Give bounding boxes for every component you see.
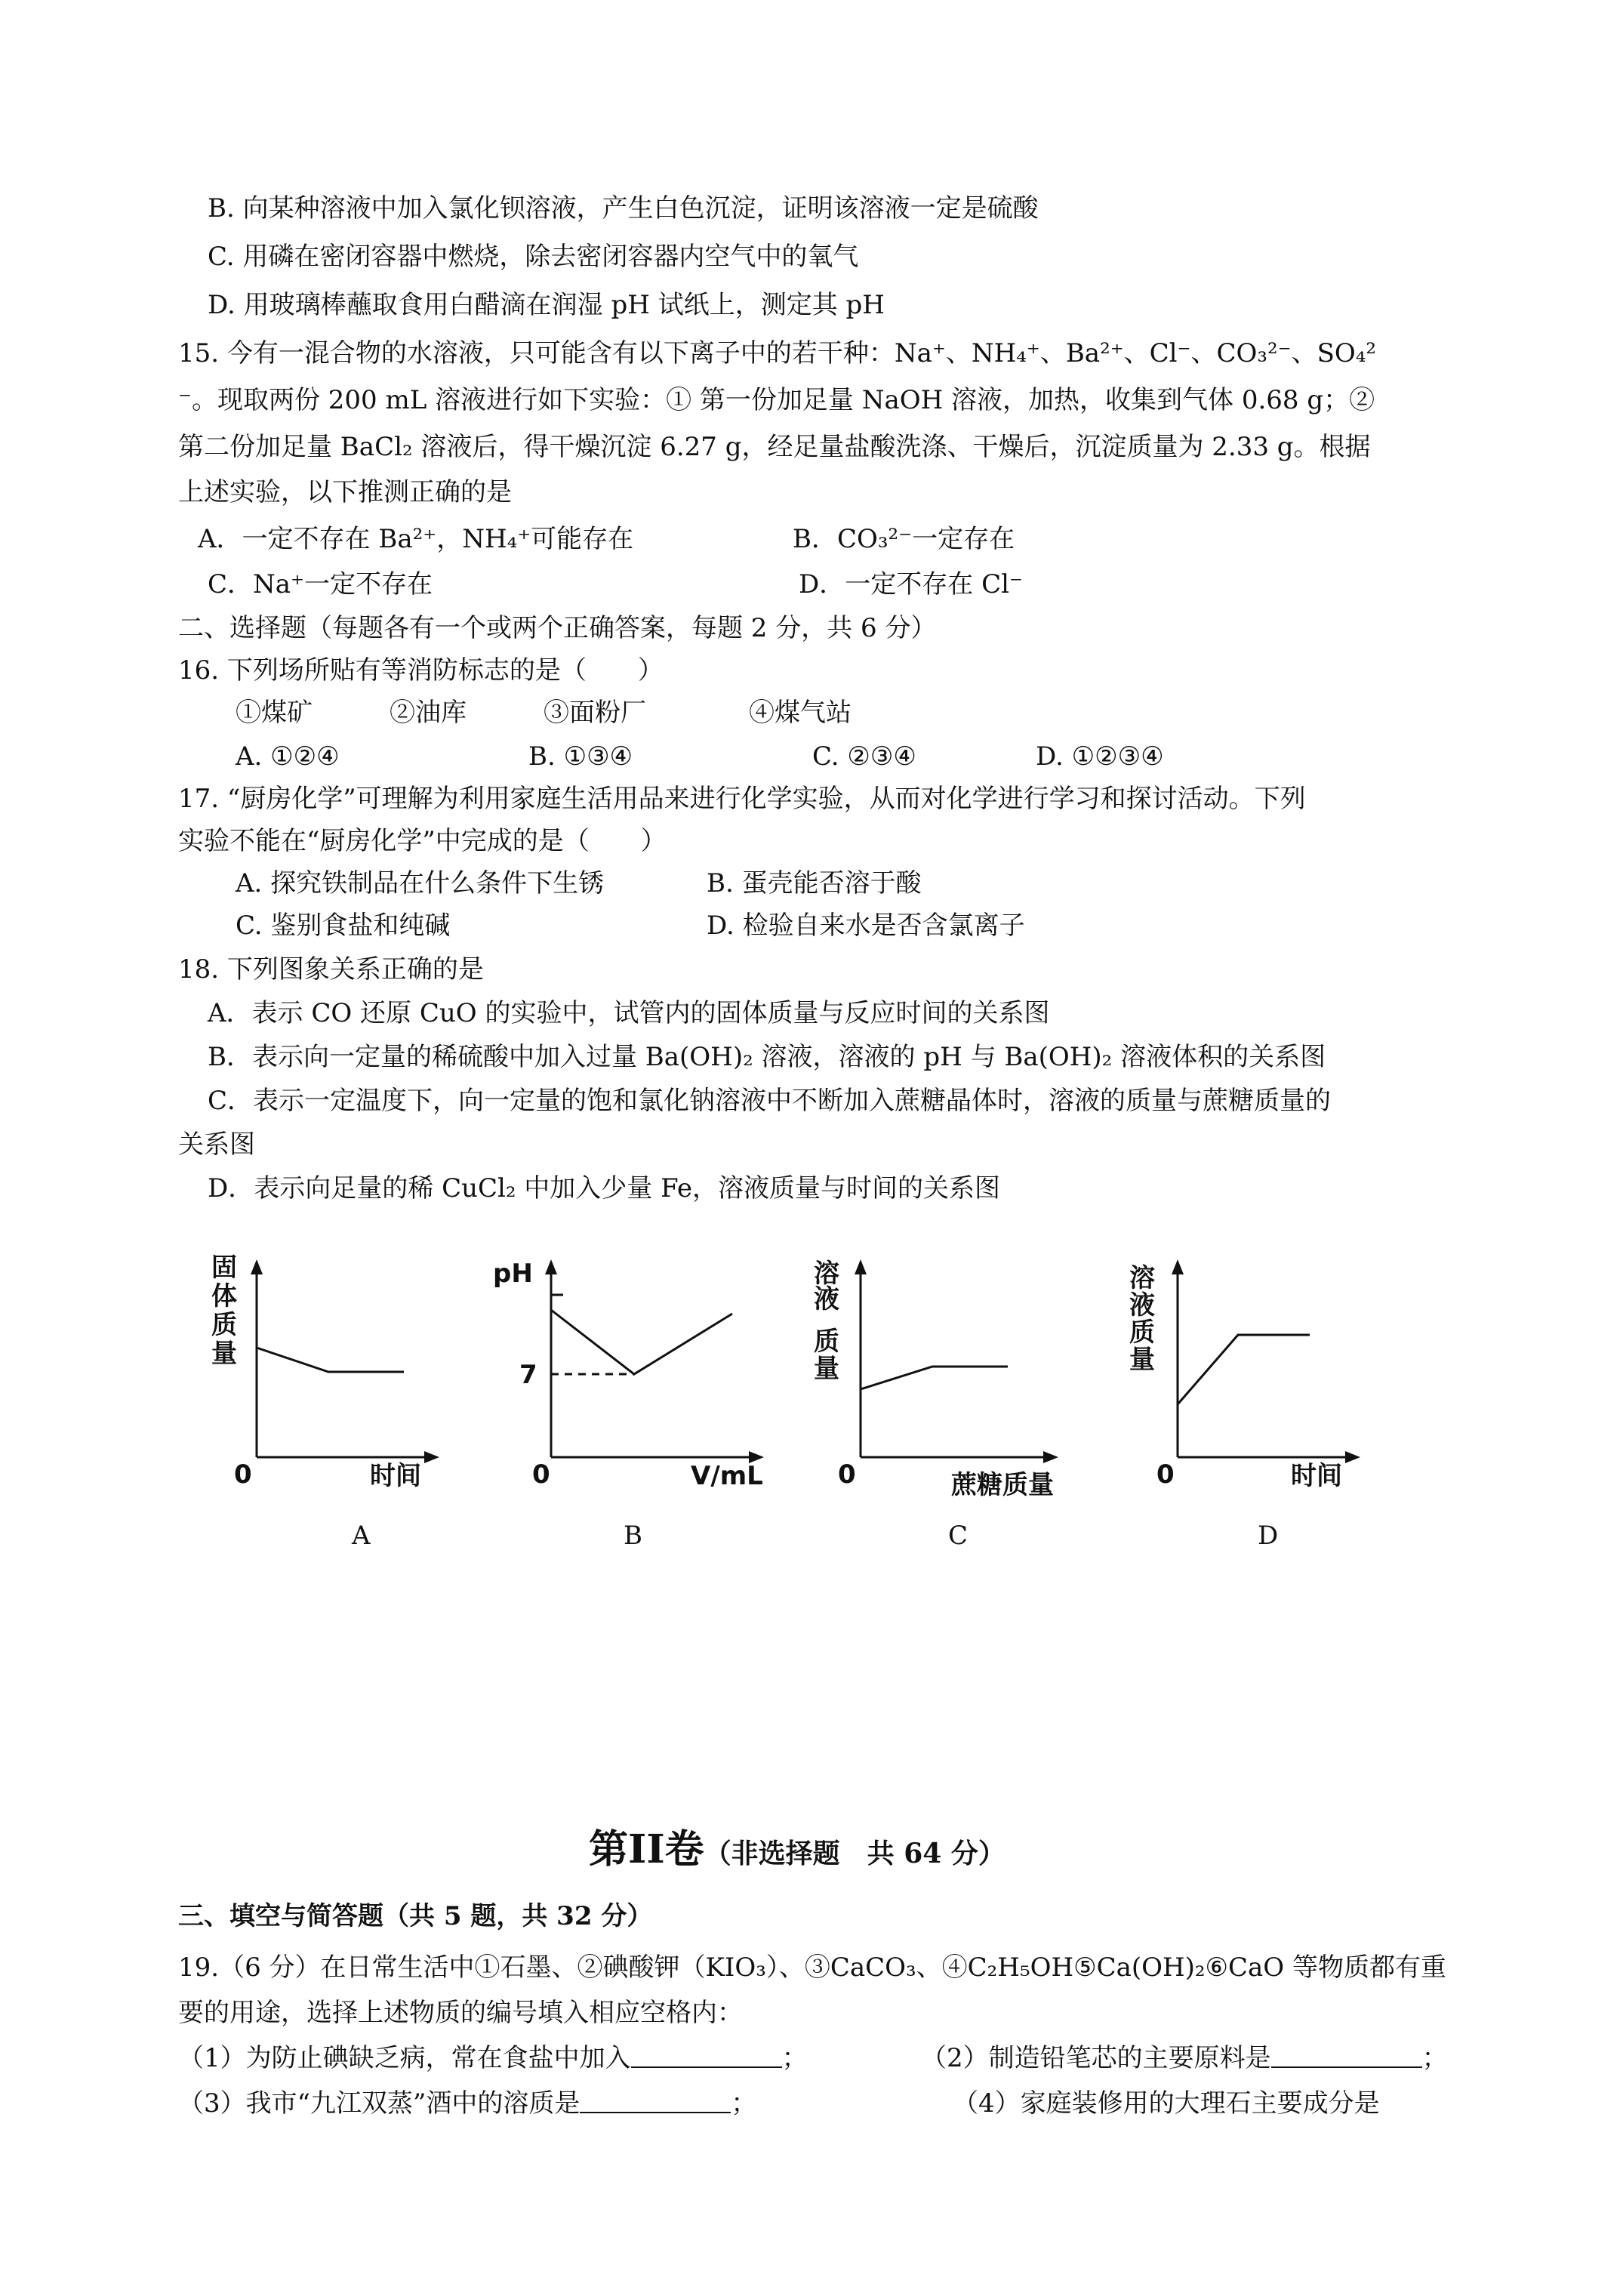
graph-b-xlabel: V/mL (691, 1461, 763, 1491)
graph-d-ylabel-2: 液 (1129, 1290, 1155, 1321)
q19-blank-3-end: ； (731, 2088, 757, 2119)
part-2-title (589, 1827, 1006, 1876)
graph-a-ylabel-4: 量 (211, 1339, 237, 1369)
q18-option-c-line-1: C．表示一定温度下，向一定量的饱和氯化钠溶液中不断加入蔗糖晶体时，溶液的质量与蔗糖质量的 (208, 1086, 1332, 1116)
graph-b-svg (491, 1253, 778, 1491)
q17-option-a: A. 探究铁制品在什么条件下生锈 (236, 868, 605, 898)
q17-line-1: 17. “厨房化学”可理解为利用家庭生活用品来进行化学实验，从而对化学进行学习和探讨活动。下列 (178, 784, 1306, 814)
graph-d-xlabel: 时间 (1291, 1461, 1342, 1491)
q14-option-c: C. 用磷在密闭容器中燃烧，除去密闭容器内空气中的氧气 (208, 242, 859, 272)
graph-d-origin: 0 (1156, 1459, 1175, 1490)
q16-option-b: B. ①③④ (528, 741, 633, 772)
graph-b-ylabel: pH (493, 1259, 533, 1289)
q15-option-b: B．CO₃²⁻一定存在 (793, 524, 1015, 554)
q18-option-b: B．表示向一定量的稀硫酸中加入过量 Ba(OH)₂ 溶液，溶液的 pH 与 Ba(OH)₂ 溶液体积的关系图 (208, 1042, 1326, 1072)
q19-blank-1-end: ； (781, 2043, 808, 2073)
section-3-heading: 三、填空与简答题（共 5 题，共 32 分） (178, 1901, 653, 1931)
graph-d-ylabel-1: 溶 (1129, 1263, 1155, 1293)
graph-c-svg (808, 1253, 1095, 1500)
q19-blank-3-row (178, 2087, 756, 2120)
graph-d-x-arrow (1345, 1451, 1360, 1463)
graph-a-ylabel-2: 体 (211, 1281, 237, 1311)
q14-option-b: B. 向某种溶液中加入氯化钡溶液，产生白色沉淀，证明该溶液一定是硫酸 (208, 193, 1039, 223)
q15-option-a: A．一定不存在 Ba²⁺，NH₄⁺可能存在 (198, 524, 634, 554)
graph-d-ylabel-4: 量 (1129, 1345, 1155, 1375)
q17-option-b: B. 蛋壳能否溶于酸 (707, 868, 922, 898)
graph-c-curve (861, 1367, 1008, 1389)
graph-b (491, 1253, 778, 1491)
graph-c-y-arrow (855, 1259, 867, 1274)
q19-blank-4-text: （4）家庭装修用的大理石主要成分是 (953, 2088, 1380, 2119)
q18-option-d: D．表示向足量的稀 CuCl₂ 中加入少量 Fe，溶液质量与时间的关系图 (208, 1173, 1000, 1203)
graph-a-x-arrow (424, 1451, 439, 1463)
graph-d-caption: D (1258, 1521, 1279, 1551)
graph-b-curve (551, 1310, 732, 1374)
graph-d-svg (1117, 1253, 1389, 1491)
q18-option-a: A．表示 CO 还原 CuO 的实验中，试管内的固体质量与反应时间的关系图 (208, 998, 1050, 1028)
q19-blank-1-field[interactable] (631, 2044, 782, 2068)
graph-a-caption: A (352, 1521, 371, 1551)
q18-option-c-line-2: 关系图 (178, 1130, 255, 1160)
q16-items: ①煤矿 ②油库 ③面粉厂 ④煤气站 (236, 698, 852, 728)
graph-a-y-arrow (251, 1259, 263, 1274)
q19-blank-1-row (178, 2042, 808, 2075)
graph-d-curve (1178, 1335, 1310, 1404)
graph-a-ylabel-1: 固 (211, 1253, 237, 1283)
section-2-heading: 二、选择题（每题各有一个或两个正确答案，每题 2 分，共 6 分） (178, 613, 937, 643)
q19-blank-2-text: （2）制造铅笔芯的主要原料是 (921, 2043, 1271, 2073)
graph-c-ylabel-1: 溶 (814, 1259, 839, 1289)
q15-option-d: D．一定不存在 Cl⁻ (799, 569, 1023, 599)
q14-option-d: D. 用玻璃棒蘸取食用白醋滴在润湿 pH 试纸上，测定其 pH (208, 290, 885, 320)
q19-blank-3-text: （3）我市“九江双蒸”酒中的溶质是 (178, 2088, 581, 2119)
q19-blank-1-text: （1）为防止碘缺乏病，常在食盐中加入 (178, 2043, 631, 2073)
graph-b-tick-7: 7 (519, 1360, 537, 1390)
graph-d-y-arrow (1172, 1259, 1184, 1274)
q15-option-c: C．Na⁺一定不存在 (208, 569, 433, 599)
graph-c-origin: 0 (838, 1459, 856, 1490)
q19-blank-2-row (921, 2042, 1448, 2075)
graph-c-x-arrow (1043, 1451, 1058, 1463)
graph-c-caption: C (948, 1521, 969, 1551)
q16-option-c: C. ②③④ (812, 741, 916, 772)
q15-line-2: ⁻。现取两份 200 mL 溶液进行如下实验：① 第一份加足量 NaOH 溶液，加热，收集到气体 0.68 g；② (178, 385, 1375, 415)
part-2-title-main: 第II卷 (589, 1826, 704, 1872)
graph-a-ylabel-3: 质 (211, 1310, 237, 1340)
q16-stem: 16. 下列场所贴有等消防标志的是（ ） (178, 655, 664, 686)
q17-option-c: C. 鉴别食盐和纯碱 (236, 911, 451, 941)
q15-line-4: 上述实验，以下推测正确的是 (178, 477, 512, 507)
graph-a-xlabel: 时间 (370, 1461, 421, 1491)
graph-a-origin: 0 (234, 1459, 252, 1490)
graph-c-xlabel: 蔗糖质量 (951, 1470, 1054, 1500)
graph-a-svg (204, 1253, 445, 1491)
q17-line-2: 实验不能在“厨房化学”中完成的是（ ） (178, 826, 667, 856)
q19-blank-3-field[interactable] (580, 2089, 731, 2113)
q18-stem: 18. 下列图象关系正确的是 (178, 954, 484, 985)
q19-line-2: 要的用途，选择上述物质的编号填入相应空格内： (178, 1998, 743, 2028)
q15-line-1: 15. 今有一混合物的水溶液，只可能含有以下离子中的若干种：Na⁺、NH₄⁺、Ba²⁺、Cl⁻、CO₃²⁻、SO₄² (178, 338, 1377, 368)
part-2-title-sub: （非选择题 共 64 分） (704, 1838, 1006, 1869)
q19-blank-2-end: ； (1421, 2043, 1448, 2073)
graph-b-caption: B (624, 1521, 642, 1551)
q19-line-1: 19.（6 分）在日常生活中①石墨、②碘酸钾（KIO₃）、③CaCO₃、④C₂H₅OH⑤Ca(OH)₂⑥CaO 等物质都有重 (178, 1952, 1446, 1983)
graph-b-origin: 0 (532, 1459, 550, 1490)
q16-option-a: A. ①②④ (236, 741, 340, 772)
q17-option-d: D. 检验自来水是否含氯离子 (707, 911, 1025, 941)
q16-option-d: D. ①②③④ (1036, 741, 1164, 772)
graph-c-ylabel-4: 量 (814, 1354, 839, 1384)
q15-line-3: 第二份加足量 BaCl₂ 溶液后，得干燥沉淀 6.27 g，经足量盐酸洗涤、干燥后，沉淀质量为 2.33 g。根据 (178, 432, 1371, 462)
graph-a (204, 1253, 445, 1491)
q19-blank-2-field[interactable] (1271, 2044, 1422, 2068)
graph-c-ylabel-3: 质 (814, 1327, 839, 1357)
graph-c (808, 1253, 1095, 1500)
graph-b-y-arrow (545, 1259, 557, 1274)
graph-c-ylabel-2: 液 (814, 1284, 839, 1314)
graph-d (1117, 1253, 1389, 1491)
graph-d-ylabel-3: 质 (1129, 1318, 1155, 1348)
graph-a-curve (257, 1348, 404, 1372)
